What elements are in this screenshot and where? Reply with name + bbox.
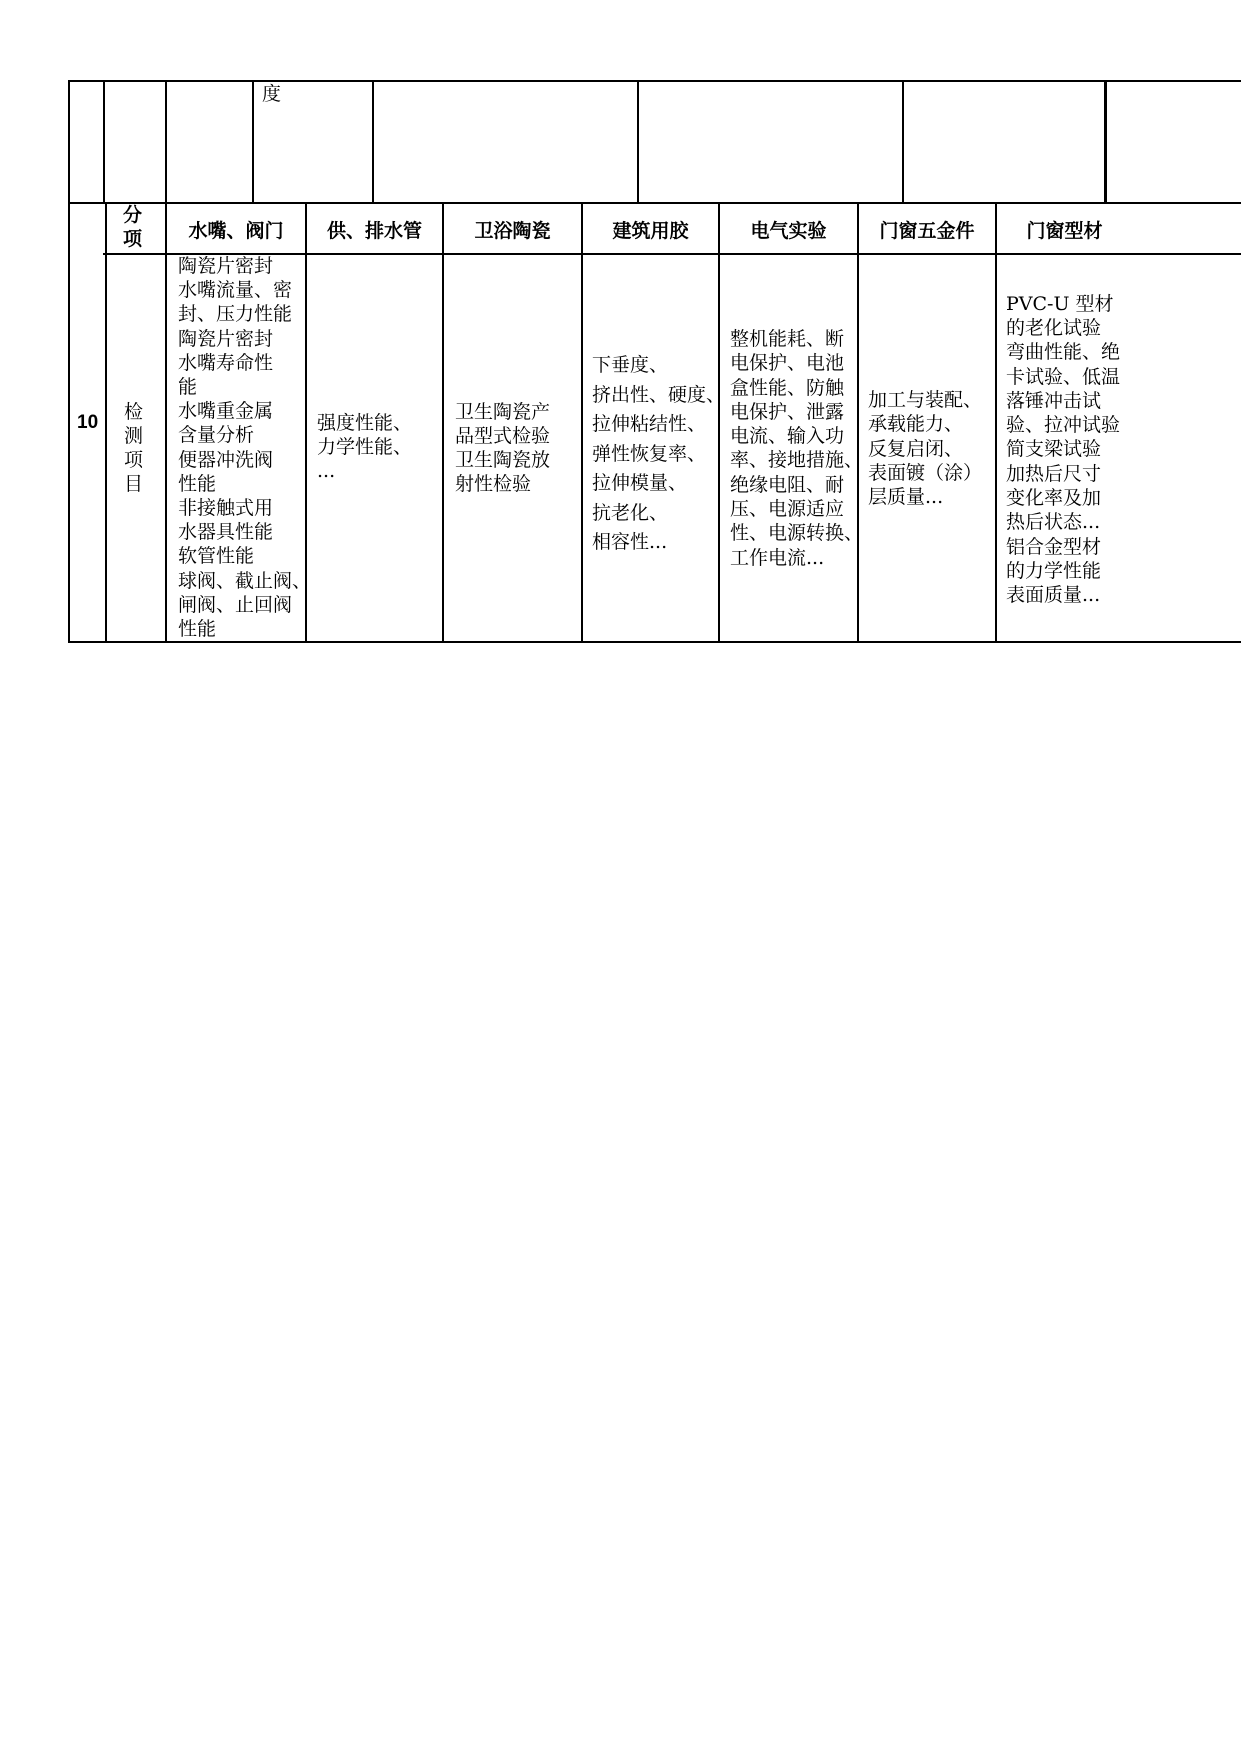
cell-sanitary-ceramic: 卫生陶瓷产 品型式检验 卫生陶瓷放 射性检验	[455, 401, 551, 495]
cell-door-window-profile: 的老化试验 弯曲性能、绝 卡试验、低温 落锤冲击试 验、拉冲试验 简支梁试验 加热后尺寸 变化率及加 热后状态... 铝合金型材 的力学性能 表面质量...	[1006, 317, 1121, 607]
column-header: 供、排水管	[326, 220, 422, 242]
row-label: 检 测 项 目	[124, 401, 144, 495]
column-header: 门窗型材	[1026, 220, 1103, 242]
category-header-label: 分 项	[123, 204, 143, 250]
cell-electrical-test: 整机能耗、断 电保护、电池 盒性能、防触 电保护、泄露 电流、输入功 率、接地措施、 绝缘电阻、耐 压、电源适应 性、电源转换、 工作电流...	[730, 328, 864, 569]
column-header: 门窗五金件	[879, 220, 975, 242]
cell-door-window-hardware: 加工与装配、 承载能力、 反复启闭、 表面镀（涂） 层质量...	[868, 389, 983, 509]
cell-door-window-profile-first-line: PVC-U 型材	[1006, 293, 1114, 315]
column-header: 卫浴陶瓷	[474, 220, 551, 242]
cell-building-adhesive: 下垂度、 挤出性、硬度、 拉伸粘结性、 弹性恢复率、 拉伸模量、 抗老化、 相容性...	[592, 354, 726, 553]
top-fragment-text: 度	[262, 83, 282, 105]
column-header: 电气实验	[750, 220, 827, 242]
row-number: 10	[77, 412, 99, 433]
cell-faucet-valve: 陶瓷片密封 水嘴流量、密 封、压力性能 陶瓷片密封 水嘴寿命性 能 水嘴重金属 含量分析 便器冲洗阀 性能 非接触式用 水器具性能 软管性能 球阀、截止阀、 闸阀、止回阀 性能	[178, 255, 312, 641]
column-header: 水嘴、阀门	[188, 220, 284, 242]
column-header: 建筑用胶	[612, 220, 689, 242]
cell-water-pipe: 强度性能、 力学性能、 ...	[317, 412, 413, 482]
